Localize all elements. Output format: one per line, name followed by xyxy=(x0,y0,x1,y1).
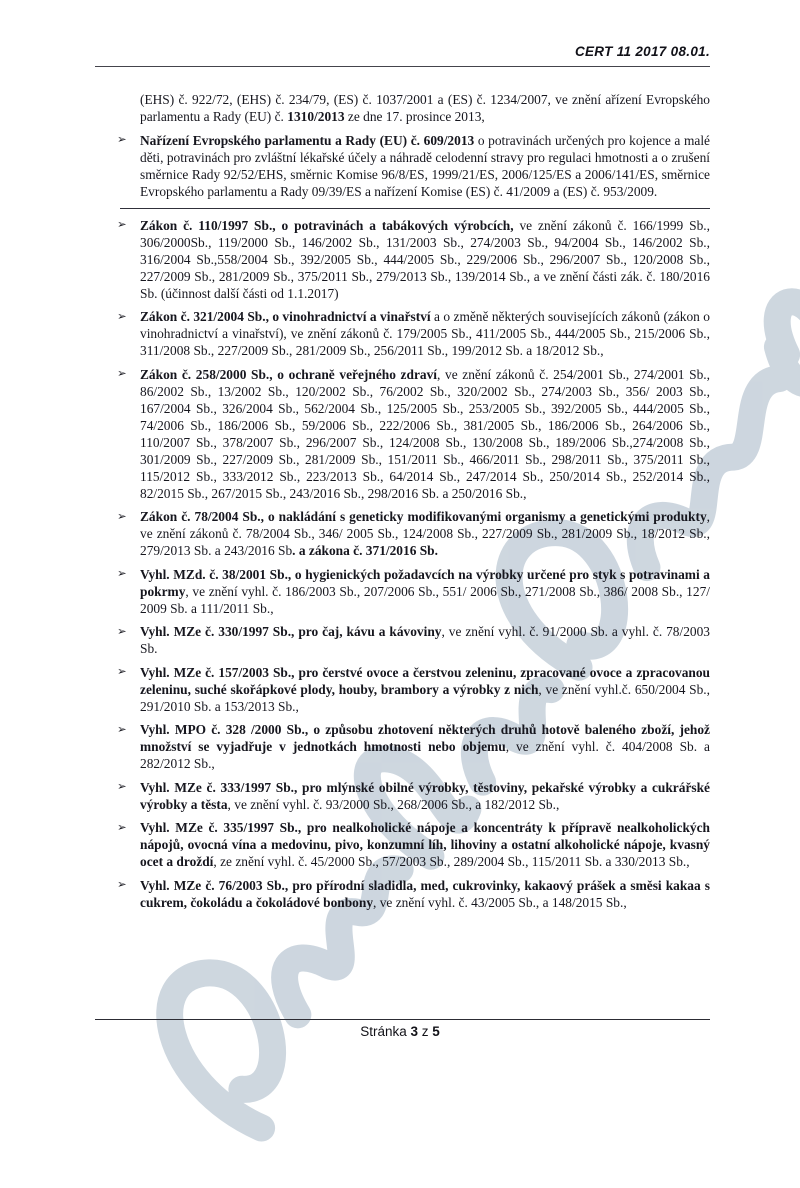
bullet-arrow-icon: ➢ xyxy=(117,879,127,891)
law-title-text: Nařízení Evropského parlamentu a Rady (EU) č. 609/2013 xyxy=(140,132,475,148)
intro-paragraph xyxy=(140,91,710,125)
bullet-arrow-icon: ➢ xyxy=(117,781,127,793)
law-amendments-text: , ve znění vyhl. č. 404/2008 Sb. a 282/2012 Sb., xyxy=(140,739,710,771)
law-amendments-text: a o změně některých souvisejících zákonů (zákon o vinohradnictví a vinařství), ve znění zákonů č. 179/2005 Sb., 411/2005 Sb., 444/2005 Sb., 215/2006 Sb., 311/2008 Sb., 227/2009 Sb., 281/2009 Sb., 256/2011 Sb., 199/2012 Sb. a 18/2012 Sb., xyxy=(140,309,710,358)
bullet-arrow-icon: ➢ xyxy=(117,625,127,638)
law-title-text: Zákon č. 321/2004 Sb., o vinohradnictví a vinařství xyxy=(140,309,431,324)
list-item xyxy=(117,508,710,559)
bullet-arrow-icon: ➢ xyxy=(117,219,127,231)
bullet-arrow-icon: ➢ xyxy=(117,310,127,323)
law-amendments-text: , ve znění zákonů č. 78/2004 Sb., 346/ 2005 Sb., 124/2008 Sb., 227/2009 Sb., 281/2009 Sb., 18/2012 Sb., 279/2013 Sb. a 243/2016 Sb xyxy=(140,509,710,558)
footer-total-pages: 5 xyxy=(432,1024,440,1039)
law-amendments-text: (EHS) č. 922/72, (EHS) č. 234/79, (ES) č. 1037/2001 a (ES) č. 1234/2007, ve znění ařízení Evropského parlamentu a Rady (EU) č. xyxy=(140,92,710,124)
law-title-text: . a zákona č. 371/2016 Sb. xyxy=(292,543,438,558)
law-title-text: Vyhl. MZe č. 76/2003 Sb., pro přírodní sladidla, med, cukrovinky, kakaový prášek a směsi kakaa s cukrem, čokoládu a čokoládové bonbony xyxy=(140,877,710,910)
bullet-arrow-icon: ➢ xyxy=(117,821,127,834)
footer-of-word: z xyxy=(421,1024,429,1039)
law-amendments-text: ve znění zákonů č. 166/1999 Sb., 306/2000Sb., 119/2000 Sb., 146/2002 Sb., 131/2003 Sb., 274/2003 Sb., 94/2004 Sb., 146/2002 Sb., 316/2004 Sb.,558/2004 Sb., 392/2005 Sb., 444/2005 Sb., 229/2006 Sb., 296/2007 Sb., 120/2008 Sb., 227/2009 Sb., 281/2009 Sb., 375/2011 Sb., 279/2013 Sb., 139/2014 Sb., a ve znění části zák. č. 180/2016 Sb. (účinnost další části od 1.1.2017) xyxy=(140,217,710,301)
document-body xyxy=(117,91,710,917)
law-amendments-text: , ve znění vyhl. č. 93/2000 Sb., 268/2006 Sb., a 182/2012 Sb., xyxy=(227,796,560,812)
law-title-text: Zákon č. 78/2004 Sb., o nakládání s geneticky modifikovanými organismy a genetickými produkty xyxy=(140,509,707,524)
law-title-text: 1310/2013 xyxy=(287,109,345,124)
law-amendments-text: , ve znění zákonů č. 254/2001 Sb., 274/2001 Sb., 86/2002 Sb., 13/2002 Sb., 120/2002 Sb., 76/2002 Sb., 320/2002 Sb., 274/2003 Sb., 356/ 2003 Sb., 167/2004 Sb., 326/2004 Sb., 562/2004 Sb., 125/2005 Sb., 253/2005 Sb., 392/2005 Sb., 444/2005 Sb., 74/2006 Sb., 186/2006 Sb., 59/2006 Sb., 222/2006 Sb., 381/2005 Sb., 186/2006 Sb., 264/2006 Sb., 110/2007 Sb., 378/2007 Sb., 296/2007 Sb., 124/2008 Sb., 130/2008 Sb., 189/2006 Sb.,274/2008 Sb., 301/2009 Sb., 227/2009 Sb., 281/2009 Sb., 151/2011 Sb., 466/2011 Sb., 298/2011 Sb., 375/2011 Sb., 115/2012 Sb., 333/2012 Sb., 223/2013 Sb., 64/2014 Sb., 247/2014 Sb., 250/2014 Sb., 252/2014 Sb., 82/2015 Sb., 267/2015 Sb., 243/2016 Sb., 298/2016 Sb. a 250/2016 Sb., xyxy=(140,366,710,501)
bullet-arrow-icon: ➢ xyxy=(117,568,127,580)
law-title-text: Vyhl. MZe č. 335/1997 Sb., pro nealkoholické nápoje a koncentráty k přípravě nealkoholických nápojů, ovocná vína a medovinu, pivo, konzumní líh, lihoviny a ostatní alkoholické nápoje, kvasný ocet a droždí xyxy=(140,820,710,869)
footer-prefix: Stránka xyxy=(360,1024,407,1039)
law-amendments-text: , ve znění vyhl. č. 186/2003 Sb., 207/2006 Sb., 551/ 2006 Sb., 271/2008 Sb., 386/ 2008 Sb., 127/ 2009 Sb. a 111/2011 Sb., xyxy=(140,583,710,616)
list-item xyxy=(117,308,710,359)
list-item xyxy=(117,779,710,813)
law-amendments-text: , ve znění vyhl.č. 650/2004 Sb., 291/2010 Sb. a 153/2013 Sb., xyxy=(140,681,710,714)
law-amendments-text: , ze znění vyhl. č. 45/2000 Sb., 57/2003 Sb., 289/2004 Sb., 115/2011 Sb. a 330/2013 Sb., xyxy=(213,854,690,869)
bullet-arrow-icon: ➢ xyxy=(117,510,127,523)
list-item xyxy=(117,877,710,911)
header-rule xyxy=(95,66,710,67)
law-amendments-text: , ve znění vyhl. č. 43/2005 Sb., a 148/2015 Sb., xyxy=(373,894,627,910)
list-item xyxy=(117,132,710,200)
footer-rule xyxy=(95,1019,710,1020)
law-title-text: Zákon č. 258/2000 Sb., o ochraně veřejného zdraví xyxy=(140,366,437,382)
law-amendments-text: , ve znění vyhl. č. 91/2000 Sb. a vyhl. č. 78/2003 Sb. xyxy=(140,624,710,656)
list-item xyxy=(117,366,710,502)
law-title-text: Vyhl. MZe č. 157/2003 Sb., pro čerstvé ovoce a čerstvou zeleninu, zpracované ovoce a zpracovanou zeleninu, suché skořápkové plody, houby, brambory a výrobky z nich xyxy=(140,664,710,697)
law-title-text: Zákon č. 110/1997 Sb., o potravinách a tabákových výrobcích, xyxy=(140,217,514,233)
list-item xyxy=(117,217,710,302)
page-number-line xyxy=(0,1024,800,1039)
bullet-arrow-icon: ➢ xyxy=(117,723,127,736)
bullet-arrow-icon: ➢ xyxy=(117,666,127,678)
list-item xyxy=(117,566,710,617)
law-amendments-text: ze dne 17. prosince 2013, xyxy=(344,109,485,124)
footer-current-page: 3 xyxy=(410,1024,418,1039)
document-code: CERT 11 2017 08.01. xyxy=(574,44,710,59)
list-item xyxy=(117,623,710,657)
law-title-text: Vyhl. MZe č. 333/1997 Sb., pro mlýnské obilné výrobky, těstoviny, pekařské výrobky a cukrářské výrobky a těsta xyxy=(140,779,710,812)
list-item xyxy=(117,721,710,772)
law-title-text: Vyhl. MZe č. 330/1997 Sb., pro čaj, kávu a kávoviny xyxy=(140,624,442,639)
bullet-arrow-icon: ➢ xyxy=(117,368,127,380)
law-title-text: Vyhl. MZd. č. 38/2001 Sb., o hygienických požadavcích na výrobky určené pro styk s potravinami a pokrmy xyxy=(140,566,710,599)
bullet-arrow-icon: ➢ xyxy=(117,134,127,146)
law-title-text: Vyhl. MPO č. 328 /2000 Sb., o způsobu zhotovení některých druhů hotově baleného zboží, jehož množství se vyjadřuje v jednotkách hmotnosti nebo objemu xyxy=(140,722,710,754)
section-divider xyxy=(120,208,710,209)
list-item xyxy=(117,664,710,715)
law-amendments-text: o potravinách určených pro kojence a malé děti, potravinách pro zvláštní lékařské účely a náhradě celodenní stravy pro regulaci hmotnosti a o zrušení směrnice Rady 92/52/EHS, směrnic Komise 96/8/ES, 1999/21/ES, 2006/125/ES a 2006/141/ES, směrnice Evropského parlamentu a Rady 09/39/ES a nařízení Komise (ES) č. 41/2009 a (ES) č. 953/2009. xyxy=(140,132,710,199)
list-item xyxy=(117,819,710,870)
